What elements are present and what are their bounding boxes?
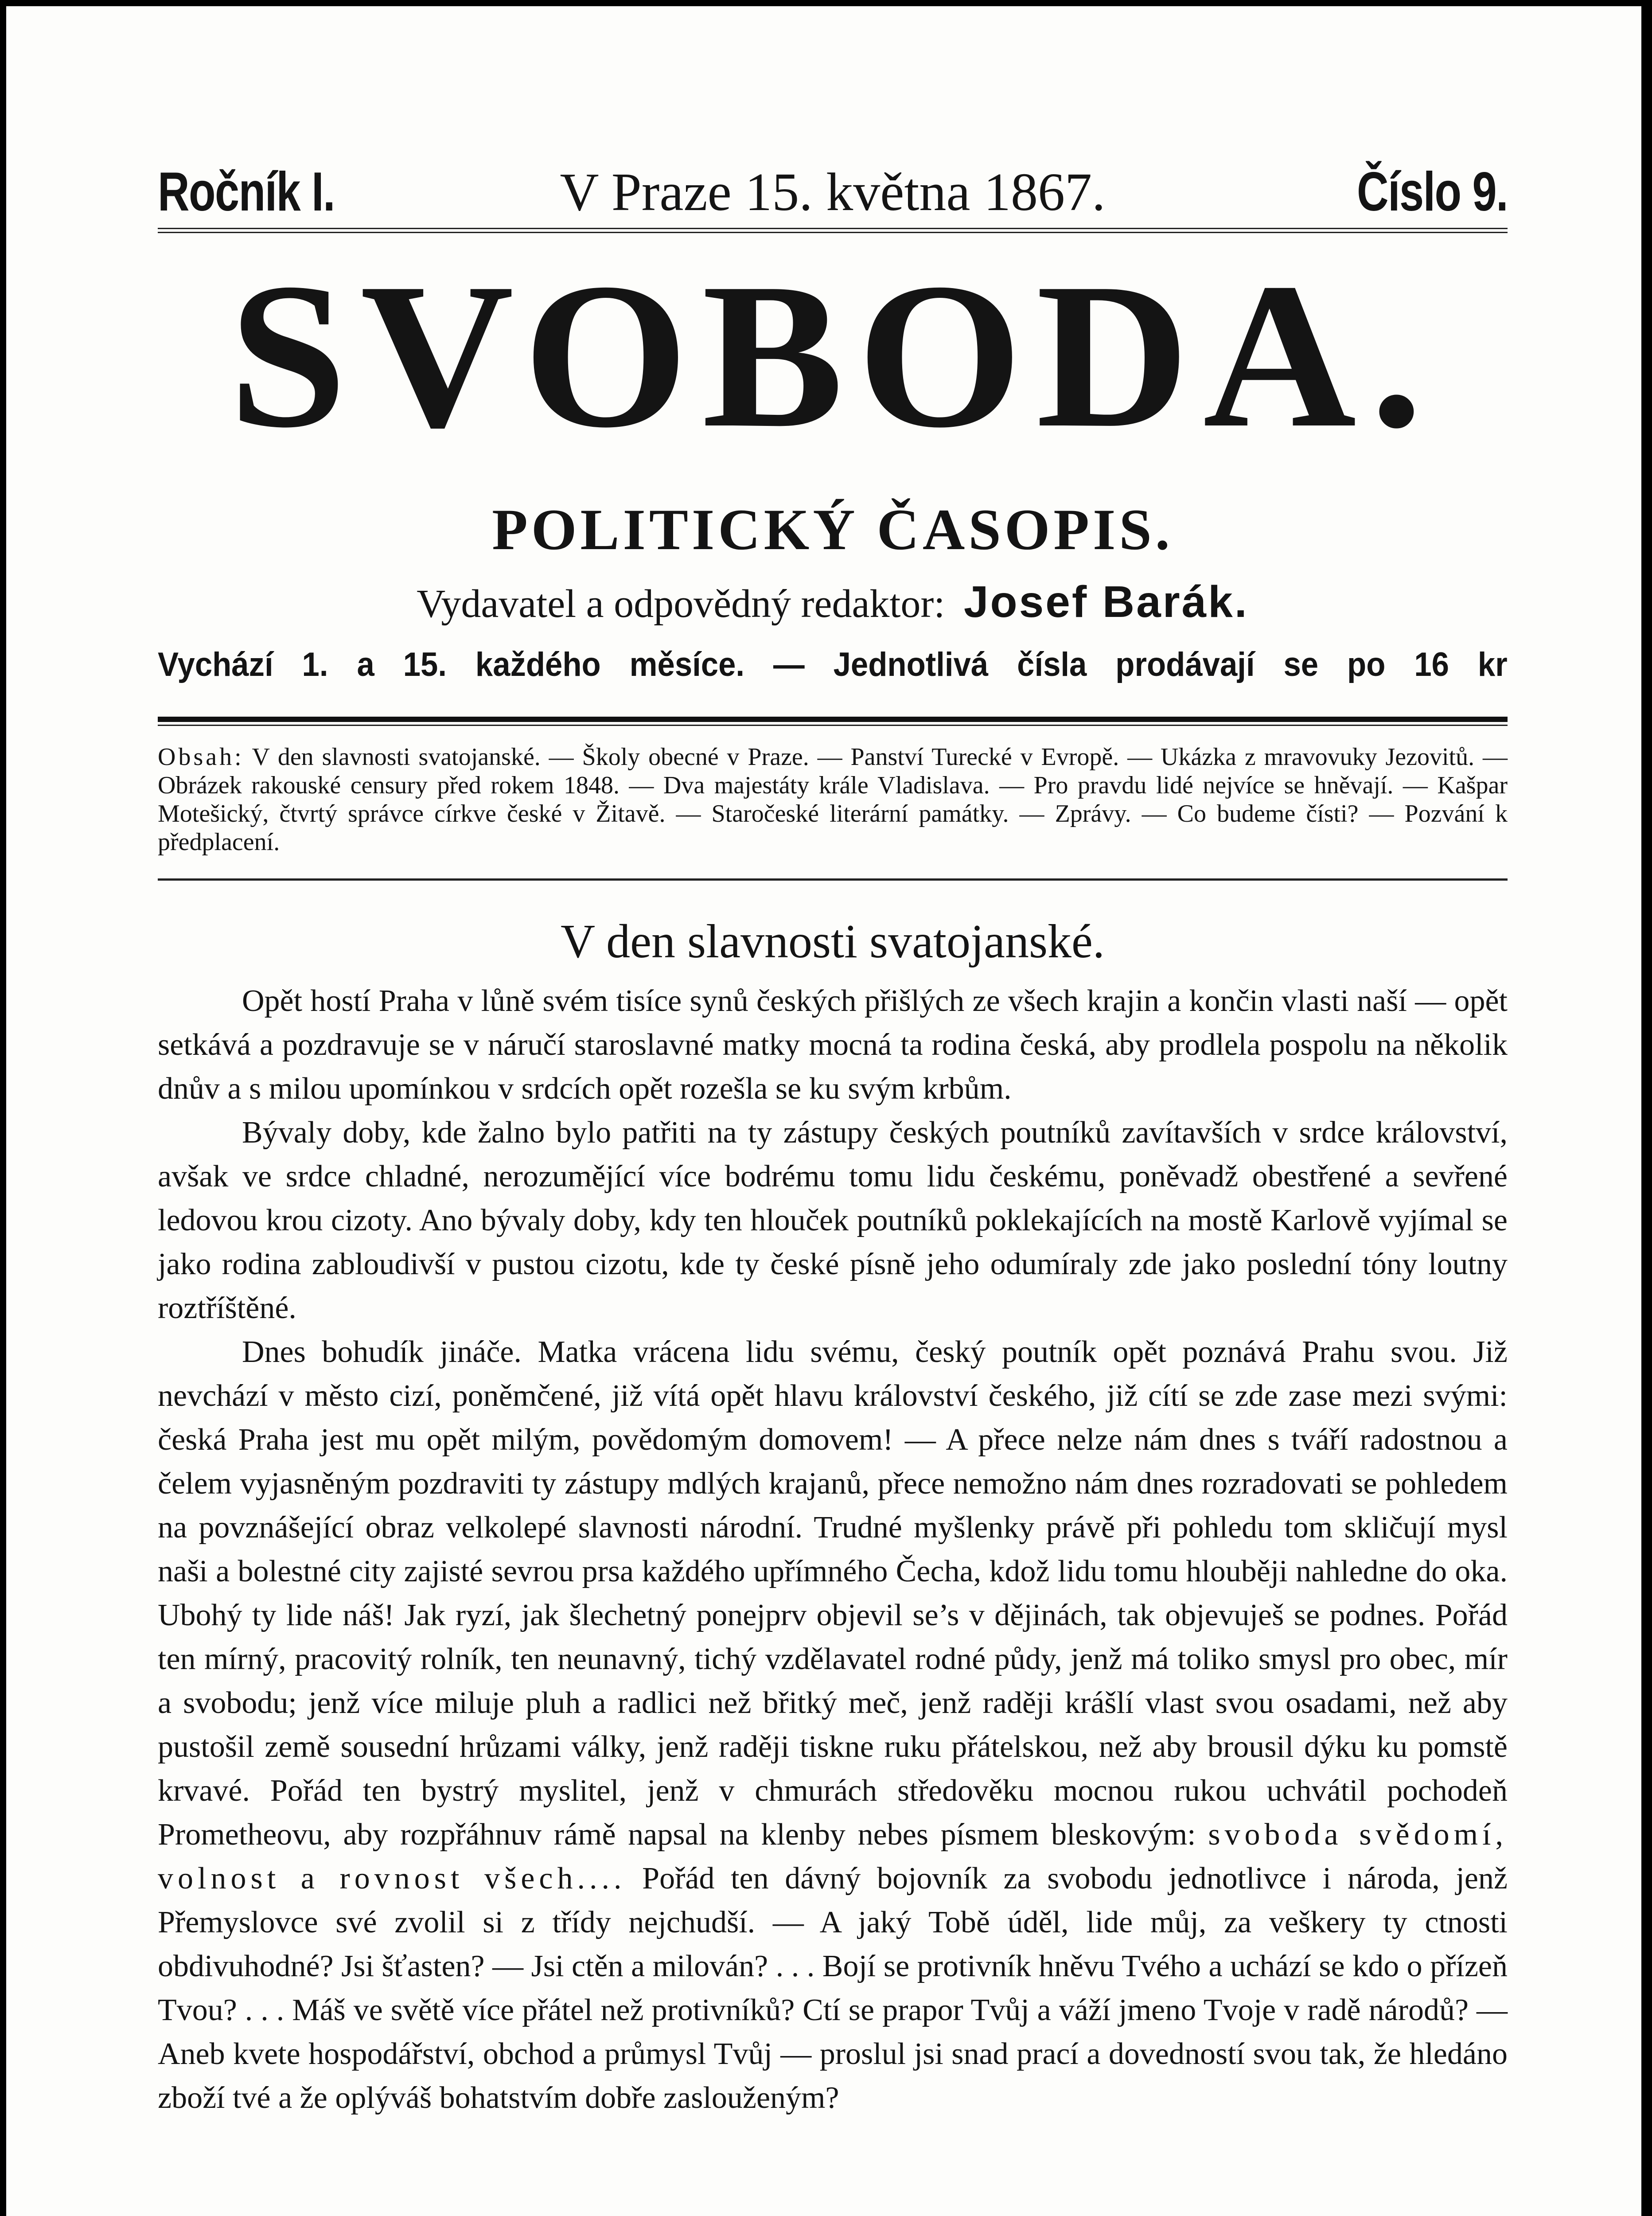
newspaper-page	[6, 6, 1641, 2216]
editor-name: Josef Barák.	[963, 577, 1249, 627]
article-text: Pořád ten dávný bojovník za svobodu jednotlivce i národa, jenž Přemyslovce své zvolil si z třídy nejchudší. — A jaký Tobě úděl, lide můj, za veškery ty ctnosti obdivuhodné? Jsi šťasten? — Jsi ctěn a milován? . . . Bojí se protivník hněvu Tvého a uchází se kdo o přízeň Tvou? . . . Máš ve světě více přátel než protivníků? Ctí se prapor Tvůj a váží jmeno Tvoje v radě národů? — Aneb kvete hospodářství, obchod a průmysl Tvůj — proslul jsi snad prací a dovedností svou tak, že hledáno zboží tvé a že oplýváš bohatstvím dobře zaslouženým?	[158, 1861, 1508, 2115]
article-paragraph: Opět hostí Praha v lůně svém tisíce synů českých přišlých ze všech krajin a končin vlasti naší — opět setkává a pozdravuje se v náručí staroslavné matky mocná ta rodina česká, aby prodlela pospolu na několik dnův a s milou upomínkou v srdcích opět rozešla se ku svým krbům.	[158, 984, 1508, 1106]
contents-label: Obsah:	[158, 743, 244, 771]
article-text: Dnes bohudík jináče. Matka vrácena lidu svému, český poutník opět poznává Prahu svou. Již nevchází v město cizí, poněmčené, již vítá opět hlavu království českého, již cítí se zde zase mezi svými: česká Praha jest mu opět milým, povědomým domovem! — A přece nelze nám dnes s tváří radostnou a čelem vyjasněným pozdraviti ty zástupy mdlých krajanů, přece nemožno nám dnes rozradovati se pohledem na povznášející obraz velkolepé slavnosti národní. Trudné myšlenky právě při pohledu tom skličují mysl naši a bolestné city zajisté sevrou prsa každého upřímného Čecha, kdož lidu tomu hlouběji nahledne do oka. Ubohý ty lide náš! Jak ryzí, jak šlechetný ponejprv objevil se’s v dějinách, tak objevuješ se podnes. Pořád ten mírný, pracovitý rolník, ten neunavný, tichý vzdělavatel rodné půdy, jenž má toliko smysl pro obec, mír a svobodu; jenž více miluje pluh a radlici než břitký meč, jenž raději krášlí vlast svou osadami, než aby pustošil země sousední hrůzami války, jenž raději tiskne ruku přátelskou, než aby brousil dýku ku pomstě krvavé. Pořád ten bystrý myslitel, jenž v chmurách středověku mocnou rukou uchvátil pochodeň Prometheovu, aby rozpřáhnuv rámě napsal na klenby nebes písmem bleskovým:	[158, 1335, 1508, 1852]
contents-top-rule-thick	[158, 717, 1508, 722]
editor-prefix: Vydavatel a odpovědný redaktor:	[417, 582, 945, 626]
article-body	[158, 979, 1508, 2120]
article-headline: V den slavnosti svatojanské.	[561, 915, 1105, 968]
issue-number: Číslo 9.	[1356, 161, 1508, 222]
table-of-contents	[158, 743, 1508, 856]
contents-top-rule-thin	[158, 725, 1508, 726]
newspaper-subtitle: POLITICKÝ ČASOPIS.	[492, 497, 1173, 562]
spaced-emphasis: svoboda svědomí, volnost a rovnost všech....	[158, 1818, 1508, 1896]
publication-info: Vychází 1. a 15. každého měsíce. — Jednotlivá čísla prodávají se po 16 kr	[158, 646, 1508, 683]
article-paragraph	[158, 1330, 1508, 2120]
article-paragraph: Bývaly doby, kde žalno bylo patřiti na ty zástupy českých poutníků zavítavších v srdce království, avšak ve srdce chladné, nerozumějící více bodrému tomu lidu českému, poněvadž obestřené a sevřené ledovou krou cizoty. Ano bývaly doby, kdy ten hlouček poutníků poklekajících na mostě Karlově vyjímal se jako rodina zabloudivší v pustou cizotu, kde ty české písně jeho odumíraly zde jako poslední tóny loutny roztříštěné.	[158, 1116, 1508, 1325]
masthead-rule	[158, 228, 1508, 233]
newspaper-title: SVOBODA.	[229, 240, 1437, 471]
contents-bottom-rule	[158, 878, 1508, 881]
page-column	[158, 152, 1508, 2120]
contents-text: V den slavnosti svatojanské. — Školy obecné v Praze. — Panství Turecké v Evropě. — Ukázka z mravovuky Jezovitů. — Obrázek rakouské censury před rokem 1848. — Dva majestáty krále Vladislava. — Pro pravdu lidé nejvíce se hněvají. — Kašpar Motešický, čtvrtý správce církve české v Žitavě. — Staročeské literární památky. — Zprávy. — Co budeme čísti? — Pozvání k předplacení.	[158, 743, 1508, 856]
editor-line	[158, 577, 1508, 628]
volume-label: Ročník I.	[158, 161, 335, 222]
place-date: V Praze 15. května 1867.	[560, 162, 1106, 222]
masthead-top-line	[158, 152, 1508, 228]
